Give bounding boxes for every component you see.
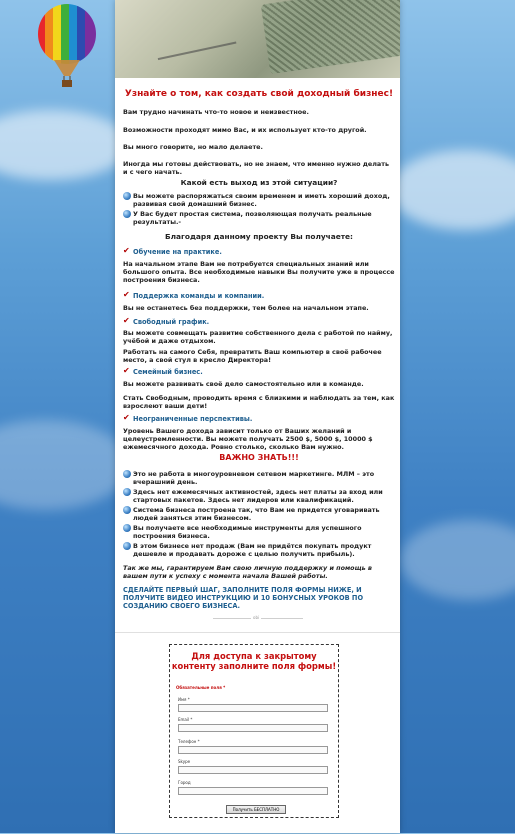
call-to-action: СДЕЛАЙТЕ ПЕРВЫЙ ШАГ, ЗАПОЛНИТЕ ПОЛЯ ФОРМЫ НИЖЕ, И ПОЛУЧИТЕ ВИДЕО ИНСТРУКЦИЮ И 10 БОНУСНЫХ УРОКОВ ПО СОЗДАНИЮ СВОЕГО БИЗНЕСА.: [123, 586, 364, 610]
globe-bullet-icon: [123, 542, 131, 550]
checkmark-icon: ✔: [123, 413, 130, 422]
question-heading: Какой есть выход из этой ситуации?: [180, 178, 338, 187]
benefit-title: Обучение на практике.: [133, 248, 222, 256]
checkmark-icon: ✔: [123, 290, 130, 299]
name-label: Имя *: [178, 697, 190, 702]
background-cloud: [0, 110, 130, 180]
background-cloud: [390, 150, 515, 230]
globe-bullet-icon: [123, 470, 131, 478]
divider-label: obi: [253, 615, 260, 620]
checkmark-icon: ✔: [123, 366, 130, 375]
globe-bullet-icon: [123, 192, 131, 200]
form-title: Для доступа к закрытому контенту заполните поля формы!: [171, 651, 337, 671]
form-section-frame: [115, 632, 400, 834]
background-cloud: [0, 420, 130, 510]
skype-label: Skype: [178, 759, 191, 764]
fact-item: Вы получаете все необходимые инструменты для успешного построения бизнеса.: [133, 524, 362, 540]
answer-item: У Вас будет простая система, позволяющая получать реальные результаты.-: [133, 210, 372, 226]
city-label: Город: [178, 780, 191, 785]
globe-bullet-icon: [123, 488, 131, 496]
benefit-text: Уровень Вашего дохода зависит только от Ваших желаний и целеустремленности. Вы можете получать 2500 $, 5000 $, 10000 $ ежемесячного дохода. Ровно столько, сколько Вам нужно.: [123, 427, 373, 451]
globe-bullet-icon: [123, 524, 131, 532]
page-title: Узнайте о том, как создать свой доходный бизнес!: [124, 89, 394, 99]
benefit-text: Работать на самого Себя, превратить Ваш компьютер в своё рабочее место, а свой стул в кресло Директора!: [123, 348, 382, 364]
benefit-title: Свободный график.: [133, 318, 210, 326]
benefit-title: Поддержка команды и компании.: [133, 292, 265, 300]
fact-item: В этом бизнесе нет продаж (Вам не придётся покупать продукт дешевле и продавать дороже с целью получить прибыль).: [133, 542, 372, 558]
handwriting-decoration: [154, 22, 237, 60]
intro-line: Вам трудно начинать что-то новое и неизвестное.: [123, 108, 309, 116]
submit-button[interactable]: Получить БЕСПЛАТНО: [226, 805, 286, 814]
email-label: Email *: [178, 717, 193, 722]
intro-line: Вы много говорите, но мало делаете.: [123, 143, 263, 151]
checkmark-icon: ✔: [123, 316, 130, 325]
fact-item: Система бизнеса построена так, что Вам не придется уговаривать людей заняться этим бизнесом.: [133, 506, 380, 522]
important-heading: ВАЖНО ЗНАТЬ!!!: [219, 453, 299, 462]
answer-item: Вы можете распоряжаться своим временем и иметь хороший доход, развивая свой домашний бизнес.: [133, 192, 390, 208]
checkmark-icon: ✔: [123, 246, 130, 255]
fact-item: Это не работа в многоуровневом сетевом маркетинге. МЛМ – это вчерашний день.: [133, 470, 375, 486]
phone-label: Телефон *: [178, 739, 200, 744]
benefit-text: Вы можете совмещать развитие собственного дела с работой по найму, учёбой и даже отдыхом.: [123, 329, 393, 345]
background-cloud: [400, 520, 515, 600]
benefit-text: Вы можете развивать своё дело самостоятельно или в команде.: [123, 380, 364, 388]
benefits-heading: Благодаря данному проекту Вы получаете:: [164, 232, 354, 241]
globe-bullet-icon: [123, 506, 131, 514]
dollar-bill-image: [261, 0, 400, 74]
benefit-title: Неограниченные перспективы.: [133, 415, 253, 423]
section-divider: [213, 615, 303, 620]
required-note: Обязательные поля *: [176, 685, 226, 690]
benefit-text: Вы не останетесь без поддержки, тем более на начальном этапе.: [123, 304, 369, 312]
intro-line: Возможности проходят мимо Вас, и их использует кто-то другой.: [123, 126, 367, 134]
fact-item: Здесь нет ежемесячных активностей, здесь нет платы за вход или стартовых пакетов. Здесь нет лидеров или квалификаций.: [133, 488, 383, 504]
benefit-title: Семейный бизнес.: [133, 368, 203, 376]
guarantee-text: Так же мы, гарантируем Вам свою личную поддержку и помощь в вашем пути к успеху с момента начала Вашей работы.: [123, 564, 372, 580]
benefit-text: Стать Свободным, проводить время с близкими и наблюдать за тем, как взрослеют ваши дети!: [123, 394, 395, 410]
globe-bullet-icon: [123, 210, 131, 218]
intro-line: Иногда мы готовы действовать, но не знаем, что именно нужно делать и с чего начать.: [123, 160, 389, 176]
hot-air-balloon-icon: [36, 4, 98, 88]
money-banner: [115, 0, 400, 78]
benefit-text: На начальном этапе Вам не потребуется специальных знаний или большого опыта. Все необходимые навыки Вы получите уже в процессе построения бизнеса.: [123, 260, 395, 284]
